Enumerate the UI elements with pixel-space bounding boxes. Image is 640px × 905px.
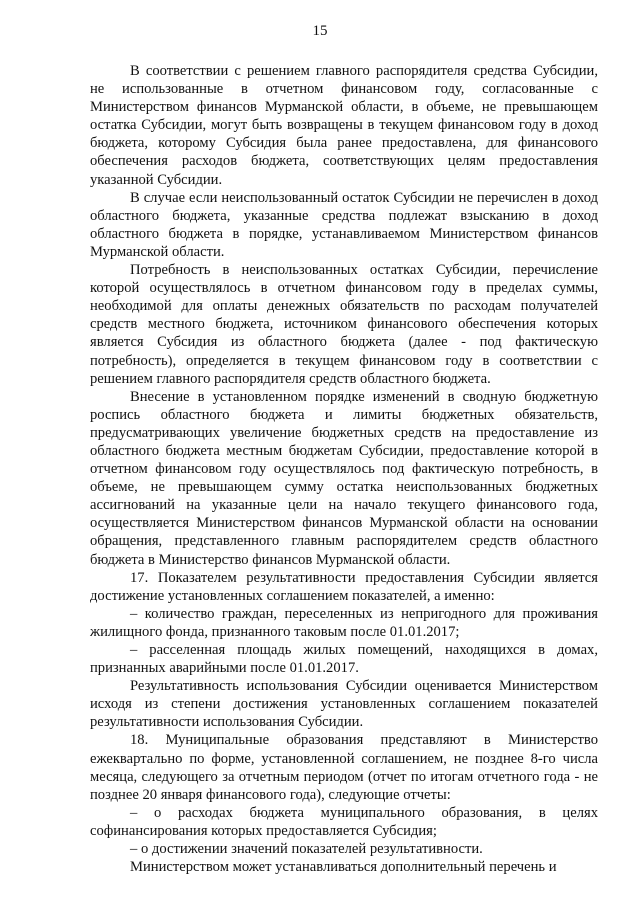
- paragraph-additional-list: Министерством может устанавливаться дополнительный перечень и: [130, 859, 557, 876]
- list-item-resettled-citizens: – количество граждан, переселенных из непригодного для проживания жилищного фонда, признанного таковым после 01.01.2017;: [90, 605, 598, 640]
- paragraph-budget-changes: Внесение в установленном порядке изменений в сводную бюджетную роспись областного бюджета и лимиты бюджетных обязательств, предусматривающих увеличение бюджетных средств на предоставление из областного бюджета местным бюджетам Субсидии, предоставление которой в отчетном финансовом году осуществлялось под фактическую потребность, в объеме, не превышающем сумму остатка неиспользованных бюджетных ассигнований на указанные цели на начало текущего финансового года, осуществляется Министерством финансов Мурманской области на основании обращения, представленного главным распорядителем средств областного бюджета в Министерство финансов Мурманской области.: [90, 388, 598, 568]
- paragraph-actual-need: Потребность в неиспользованных остатках Субсидии, перечисление которой осуществлялось в отчетном финансовом году в пределах суммы, необходимой для оплаты денежных обязательств по расходам получателей средств местного бюджета, источником финансового обеспечения которых является Субсидия из областного бюджета (далее - под фактическую потребность), определяется в текущем финансовом году в соответствии с решением главного распорядителя средств областного бюджета.: [90, 262, 598, 387]
- paragraph-unused-balance-recovery: В случае если неиспользованный остаток Субсидии не перечислен в доход областного бюджета, указанные средства подлежат взысканию в доход областного бюджета в порядке, устанавливаемом Министерством финансов Мурманской области.: [90, 189, 598, 260]
- paragraph-subsidy-return: В соответствии с решением главного распорядителя средства Субсидии, не использованные в отчетном финансовом году, согласованные с Министерством финансов Мурманской области, в объеме, не превышающем остатка Субсидии, могут быть возвращены в текущем финансовом году в доход бюджета, которому Субсидия была ранее предоставлена, для финансового обеспечения расходов бюджета, соответствующих целям предоставления указанной Субсидии.: [90, 63, 598, 188]
- list-item-indicator-report: – о достижении значений показателей результативности.: [130, 841, 483, 858]
- list-item-resettled-area: – расселенная площадь жилых помещений, находящихся в домах, признанных аварийными после 01.01.2017.: [90, 642, 598, 677]
- paragraph-item-18: 18. Муниципальные образования представляют в Министерство ежеквартально по форме, установленной соглашением, не позднее 8-го числа месяца, следующего за отчетным периодом (отчет по итогам отчетного года - не позднее 20 января финансового года), следующие отчеты:: [90, 732, 598, 803]
- paragraph-item-17: 17. Показателем результативности предоставления Субсидии является достижение установленных соглашением показателей, а именно:: [90, 569, 598, 604]
- document-body: [90, 62, 598, 876]
- list-item-expense-report: – о расходах бюджета муниципального образования, в целях софинансирования которых предоставляется Субсидия;: [90, 804, 598, 839]
- page-number: 15: [312, 23, 328, 39]
- paragraph-effectiveness-evaluation: Результативность использования Субсидии оценивается Министерством исходя из степени достижения установленных соглашением показателей результативности использования Субсидии.: [90, 678, 598, 731]
